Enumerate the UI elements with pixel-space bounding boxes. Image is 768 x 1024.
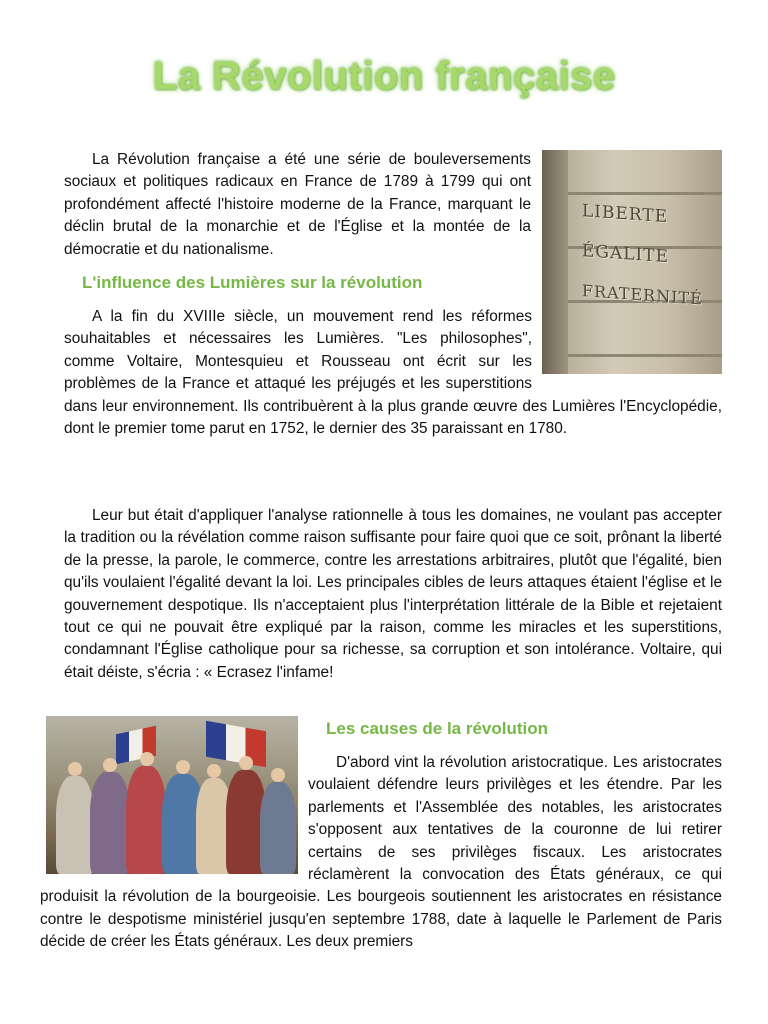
lumieres-paragraph-1: A la fin du XVIIIe siècle, un mouvement rend les réformes souhaitables et nécessaires les Lumières. "Les philosophes", comme Voltaire, Montesquieu et Rousseau ont écrit sur les problèmes de la France et attaqué les préjugés et les superstitions dans leur environnement. Ils contribuèrent à la plus grande œuvre des Lumières l'Encyclopédie, dont le premier tome parut en 1752, le dernier des 35 paraissant en 1780. xyxy=(64,308,722,438)
lumieres-paragraph-2: Leur but était d'appliquer l'analyse rationnelle à tous les domaines, ne voulant pas accepter la tradition ou la révélation comme raison suffisante pour faire quoi que ce soit, prônant la liberté de la presse, la parole, le commerce, contre les arrestations arbitraires, plutôt que l'égalité, bien qu'ils voulaient l'égalité devant la loi. Les principales cibles de leurs attaques étaient l'église et le gouvernement despotique. Ils n'acceptaient plus l'interprétation littérale de la Bible et rejetaient tout ce qui ne pouvait être expliqué par la raison, comme les miracles et les superstitions, condamnant l'Église catholique pour sa richesse, sa corruption et son intolérance. Voltaire, qui était déiste, s'écria : « Ecrasez l'infame! xyxy=(64,507,722,681)
intro-paragraph: La Révolution française a été une série de bouleversements sociaux et politiques radicaux en France de 1789 à 1799 qui ont profondément affecté l'histoire moderne de la France, marquant le déclin brutal de la monarchie et de l'Église et la montée de la démocratie et du nationalisme. xyxy=(64,151,531,258)
stone-word: FRATERNITÉ xyxy=(582,281,703,309)
page-title: La Révolution française xyxy=(152,54,616,98)
paragraph-block xyxy=(40,752,722,954)
stone-word: LIBERTE xyxy=(582,201,669,228)
section-heading-causes: Les causes de la révolution xyxy=(326,719,549,738)
stone-word: ÉGALITE xyxy=(582,241,670,268)
paragraph-block xyxy=(64,306,722,440)
section-heading-lumieres: L'influence des Lumières sur la révolution xyxy=(82,273,423,292)
causes-paragraph-1: D'abord vint la révolution aristocratique. Les aristocrates voulaient défendre leurs privilèges et les étendre. Par les parlements et l'Assemblée des notables, les aristocrates s'opposent aux tentatives de la couronne de lui retirer certains de ses privilèges fiscaux. Les aristocrates réclamèrent la convocation des États généraux, ce qui produisit la révolution de la bourgeoisie. Les bourgeois soutiennent les aristocrates en résistance contre le despotisme ministériel jusqu'en septembre 1788, date à laquelle le Parlement de Paris décide de créer les États généraux. Les deux premiers xyxy=(40,754,722,951)
